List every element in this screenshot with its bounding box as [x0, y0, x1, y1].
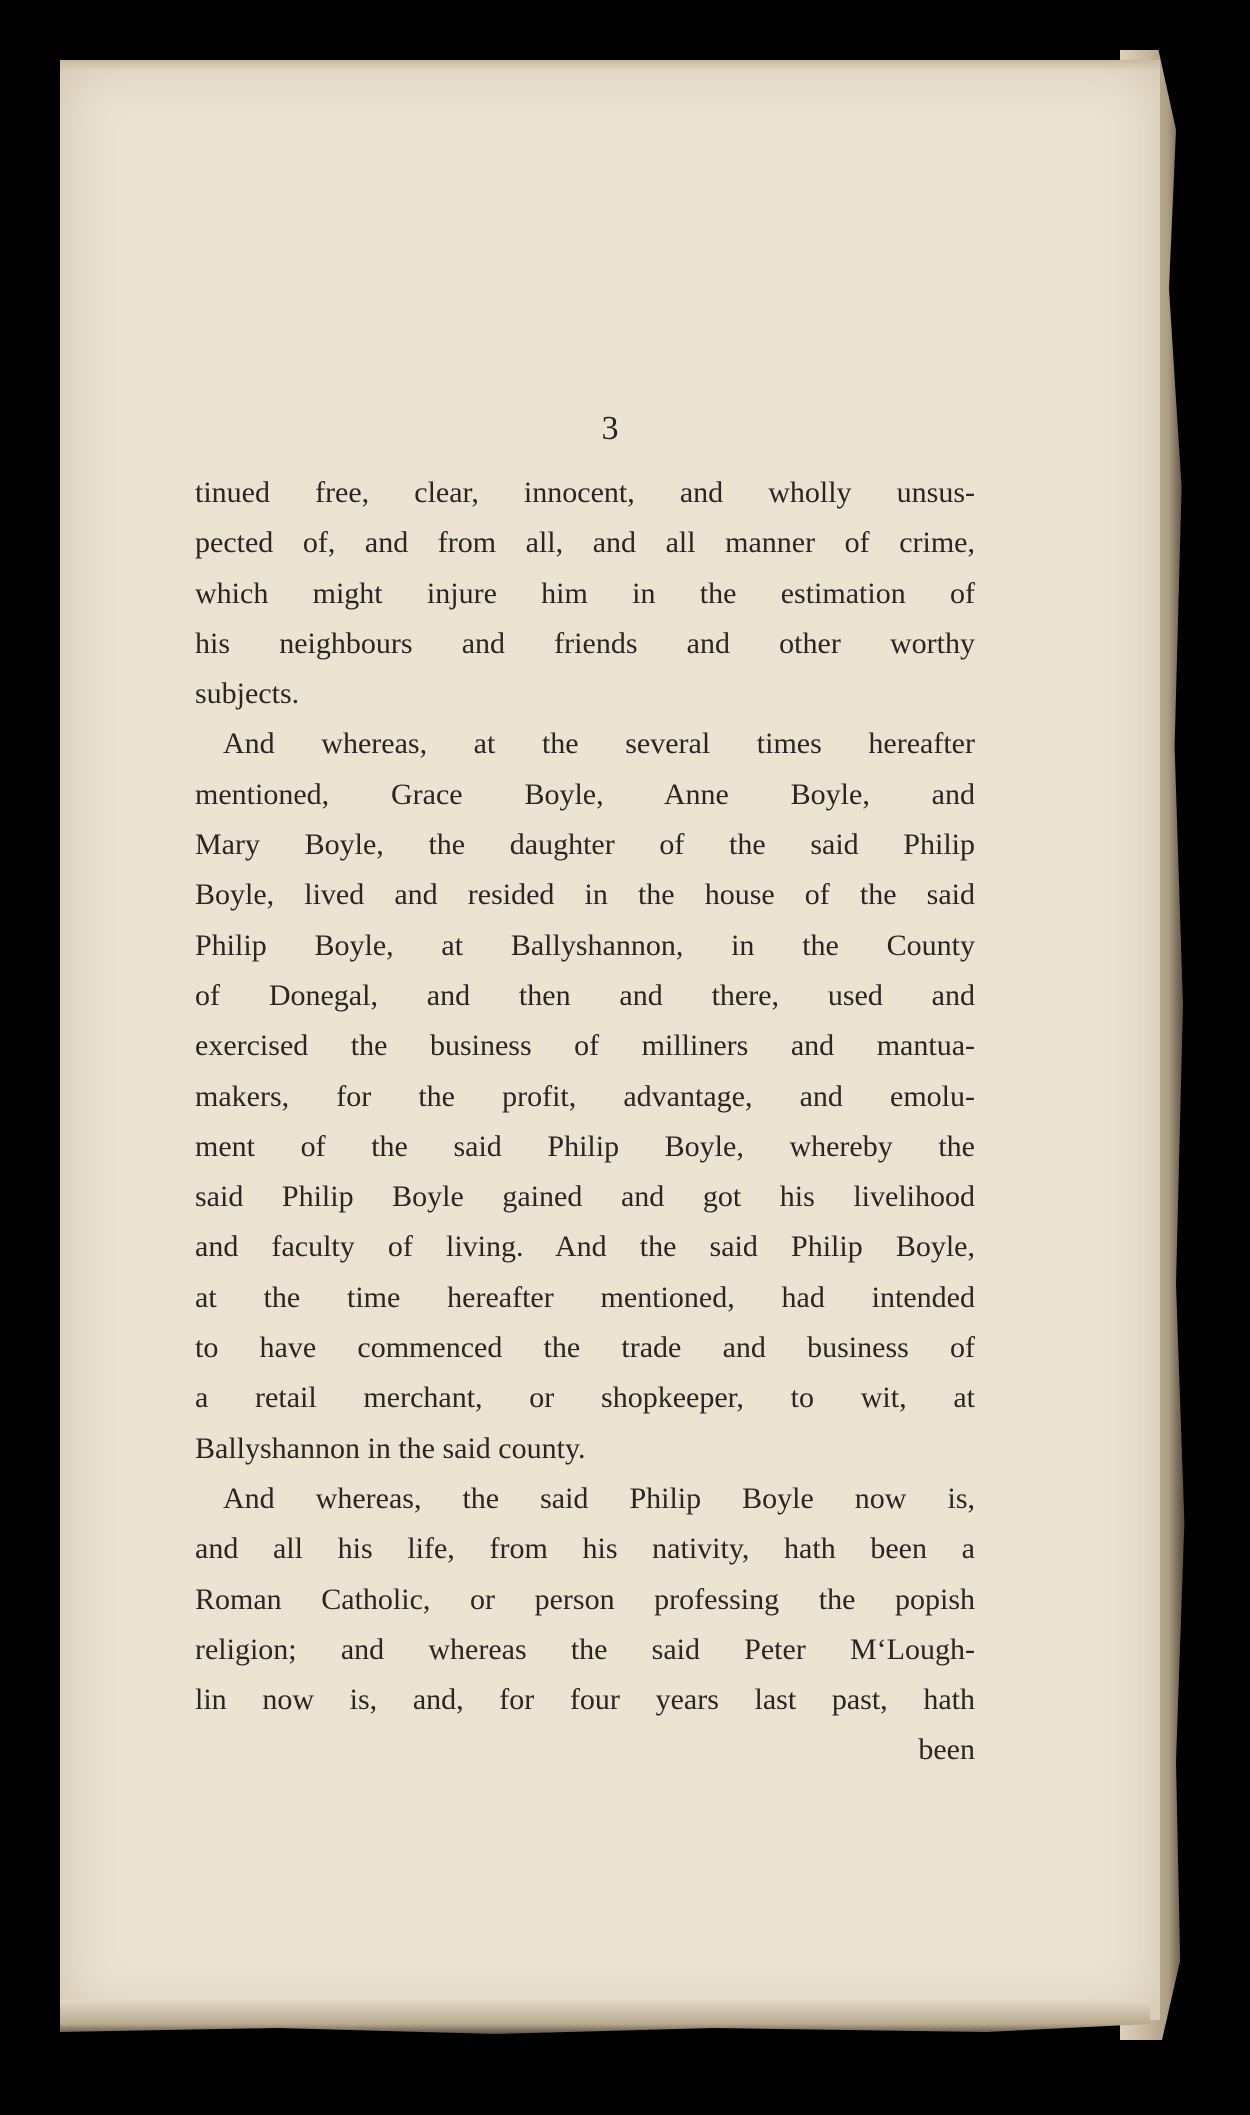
text-line: And whereas, at the several times hereafter [223, 727, 975, 761]
text-line: lin now is, and, for four years last past, hath [195, 1683, 975, 1717]
book-page [60, 60, 1160, 2020]
text-line: religion; and whereas the said Peter M‘Lough- [195, 1632, 975, 1666]
text-line: makers, for the profit, advantage, and emolu- [195, 1079, 975, 1113]
text-line: Philip Boyle, at Ballyshannon, in the County [195, 928, 975, 962]
catchword: been [918, 1733, 975, 1767]
text-line: Mary Boyle, the daughter of the said Philip [195, 828, 975, 862]
text-line: his neighbours and friends and other worthy [195, 626, 975, 660]
text-line: And whereas, the said Philip Boyle now is, [223, 1481, 975, 1515]
text-line: said Philip Boyle gained and got his livelihood [195, 1180, 975, 1214]
text-line: and faculty of living. And the said Philip Boyle, [195, 1230, 975, 1264]
text-line: Boyle, lived and resided in the house of the said [195, 878, 975, 912]
text-line: and all his life, from his nativity, hath been a [195, 1532, 975, 1566]
text-line: mentioned, Grace Boyle, Anne Boyle, and [195, 777, 975, 811]
text-line: subjects. [195, 677, 300, 711]
text-line: Ballyshannon in the said county. [195, 1431, 586, 1465]
text-line: pected of, and from all, and all manner of crime, [195, 526, 975, 560]
text-line: which might injure him in the estimation of [195, 576, 975, 610]
page-number: 3 [601, 410, 619, 447]
text-line: ment of the said Philip Boyle, whereby the [195, 1129, 975, 1163]
text-line: exercised the business of milliners and mantua- [195, 1029, 975, 1063]
text-line: of Donegal, and then and there, used and [195, 978, 975, 1012]
body-text [195, 468, 975, 1776]
page-bottom-edge [60, 2000, 1150, 2040]
text-line: to have commenced the trade and business of [195, 1331, 975, 1365]
text-line: Roman Catholic, or person professing the popish [195, 1582, 975, 1616]
text-line: a retail merchant, or shopkeeper, to wit, at [195, 1381, 975, 1415]
text-line: at the time hereafter mentioned, had intended [195, 1280, 975, 1314]
text-line: tinued free, clear, innocent, and wholly unsus- [195, 476, 975, 509]
